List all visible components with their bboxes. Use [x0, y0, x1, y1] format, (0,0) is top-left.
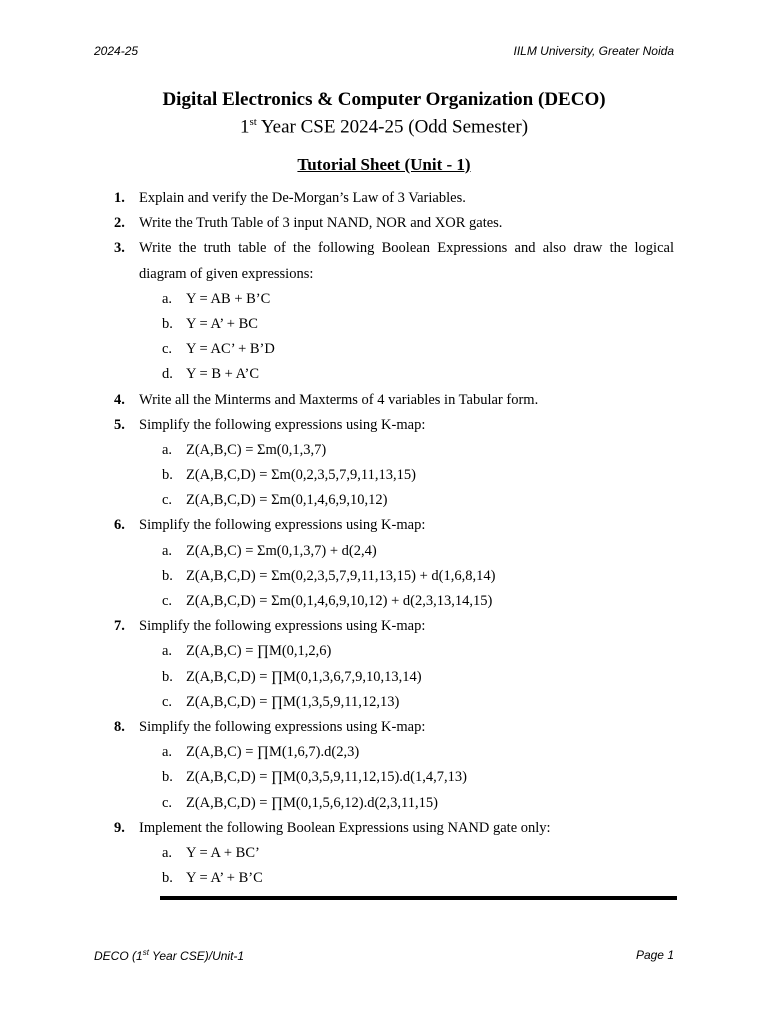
sub-question: [114, 539, 674, 564]
sub-question: [114, 690, 674, 715]
sub-question: [114, 841, 674, 866]
question-text: Write all the Minterms and Maxterms of 4 variables in Tabular form.: [139, 391, 539, 408]
sub-question: [114, 362, 674, 387]
question-text: Explain and verify the De-Morgan’s Law of 3 Variables.: [139, 190, 466, 206]
question-line: [114, 614, 674, 639]
sub-question-expression: Y = A + BC’: [186, 844, 260, 861]
sub-question: [114, 438, 674, 463]
sub-question-letter: b.: [162, 467, 173, 484]
question-list: [114, 186, 674, 891]
sub-question-expression: Z(A,B,C,D) = Σm(0,2,3,5,7,9,11,13,15) + d(1,6,8,14): [186, 567, 496, 584]
header-institution: IILM University, Greater Noida: [513, 44, 674, 58]
subtitle-pre: 1: [239, 116, 250, 138]
sub-question-expression: Z(A,B,C,D) = ∏M(0,1,3,6,7,9,10,13,14): [186, 668, 422, 685]
sub-question-expression: Z(A,B,C,D) = ∏M(1,3,5,9,11,12,13): [186, 693, 400, 710]
sub-question-expression: Z(A,B,C) = ∏M(0,1,2,6): [186, 643, 332, 660]
sub-question-letter: c.: [162, 492, 173, 509]
sub-question-letter: a.: [162, 744, 173, 761]
question-number: 5.: [114, 416, 125, 433]
footer-page-number: Page 1: [635, 948, 674, 962]
footer-course: [94, 948, 244, 963]
sub-question-expression: Y = A’ + B’C: [186, 870, 263, 887]
header-year: 2024-25: [94, 44, 139, 58]
question-text: Write the truth table of the following Boolean Expressions and also draw the logical: [139, 240, 674, 257]
sub-question-letter: c.: [162, 794, 173, 811]
bottom-rule: [160, 896, 677, 900]
sub-question-letter: b.: [162, 668, 173, 685]
sub-question-letter: a.: [162, 542, 173, 559]
sub-question-expression: Y = B + A’C: [186, 366, 260, 383]
question-line: [114, 388, 674, 413]
subtitle-sup: st: [249, 116, 257, 128]
question-number: 1.: [114, 190, 125, 206]
question-line: [114, 715, 674, 740]
question-line: [114, 262, 674, 287]
question-text: Simplify the following expressions using K-map:: [139, 618, 426, 635]
sub-question-letter: b.: [162, 567, 173, 584]
question-line: [114, 816, 674, 841]
sub-question: [114, 337, 674, 362]
sub-question-expression: Z(A,B,C,D) = Σm(0,1,4,6,9,10,12) + d(2,3,13,14,15): [186, 593, 493, 609]
sub-question-letter: a.: [162, 441, 173, 458]
sub-question: [114, 488, 674, 513]
sub-question: [114, 589, 674, 614]
sub-question-letter: c.: [162, 341, 173, 358]
sub-question-letter: a.: [162, 844, 173, 861]
question-line: [114, 413, 674, 438]
question-number: 4.: [114, 391, 125, 408]
sub-question: [114, 312, 674, 337]
sub-question-letter: b.: [162, 769, 173, 786]
footer-sup: st: [142, 948, 149, 957]
sub-question-letter: a.: [162, 290, 173, 307]
sub-question-letter: b.: [162, 315, 173, 332]
sub-question-letter: a.: [162, 643, 173, 660]
sub-question-expression: Z(A,B,C,D) = ∏M(0,3,5,9,11,12,15).d(1,4,7,13): [186, 769, 467, 786]
sub-question: [114, 564, 674, 589]
sub-question-letter: b.: [162, 870, 173, 887]
question-number: 2.: [114, 215, 125, 232]
sub-question: [114, 866, 674, 891]
subtitle-post: Year CSE 2024-25 (Odd Semester): [256, 116, 529, 138]
sub-question: [114, 639, 674, 664]
question-text: Write the Truth Table of 3 input NAND, NOR and XOR gates.: [139, 215, 503, 232]
document-subtitle: [0, 111, 768, 138]
question-number: 9.: [114, 819, 125, 836]
question-line: [114, 211, 674, 236]
sub-question-expression: Z(A,B,C,D) = Σm(0,2,3,5,7,9,11,13,15): [186, 467, 416, 484]
sub-question: [114, 463, 674, 488]
question-number: 6.: [114, 517, 125, 534]
sub-question: [114, 765, 674, 790]
question-text: Simplify the following expressions using K-map:: [139, 416, 426, 433]
page-header: [94, 44, 674, 58]
sub-question: [114, 665, 674, 690]
question-text: Simplify the following expressions using K-map:: [139, 718, 426, 735]
sub-question: [114, 740, 674, 765]
sub-question-letter: d.: [162, 366, 173, 383]
sub-question-letter: c.: [162, 593, 173, 609]
sub-question-letter: c.: [162, 693, 173, 710]
question-number: 3.: [114, 240, 125, 257]
sub-question: [114, 791, 674, 816]
document-title-block: [0, 89, 768, 138]
document-title: Digital Electronics & Computer Organization (DECO): [162, 89, 606, 110]
sheet-title: Tutorial Sheet (Unit - 1): [297, 155, 471, 174]
question-number: 8.: [114, 718, 125, 735]
question-line: [114, 513, 674, 538]
sub-question-expression: Y = AB + B’C: [186, 290, 271, 307]
sub-question-expression: Y = A’ + BC: [186, 315, 258, 332]
footer-pre: DECO (1: [94, 949, 143, 963]
page-footer: [94, 948, 674, 963]
sub-question-expression: Z(A,B,C) = Σm(0,1,3,7) + d(2,4): [186, 542, 377, 559]
footer-post: Year CSE)/Unit-1: [148, 949, 245, 963]
sub-question-expression: Z(A,B,C) = Σm(0,1,3,7): [186, 441, 327, 458]
question-line: [114, 186, 674, 211]
sub-question-expression: Z(A,B,C,D) = Σm(0,1,4,6,9,10,12): [186, 492, 388, 509]
question-number: 7.: [114, 618, 125, 635]
sub-question: [114, 287, 674, 312]
sub-question-expression: Z(A,B,C) = ∏M(1,6,7).d(2,3): [186, 744, 360, 761]
question-line: [114, 236, 674, 261]
sub-question-expression: Z(A,B,C,D) = ∏M(0,1,5,6,12).d(2,3,11,15): [186, 794, 438, 811]
question-text: diagram of given expressions:: [139, 265, 314, 282]
question-text: Simplify the following expressions using K-map:: [139, 517, 426, 534]
question-text: Implement the following Boolean Expressions using NAND gate only:: [139, 819, 551, 836]
sub-question-expression: Y = AC’ + B’D: [186, 341, 275, 358]
